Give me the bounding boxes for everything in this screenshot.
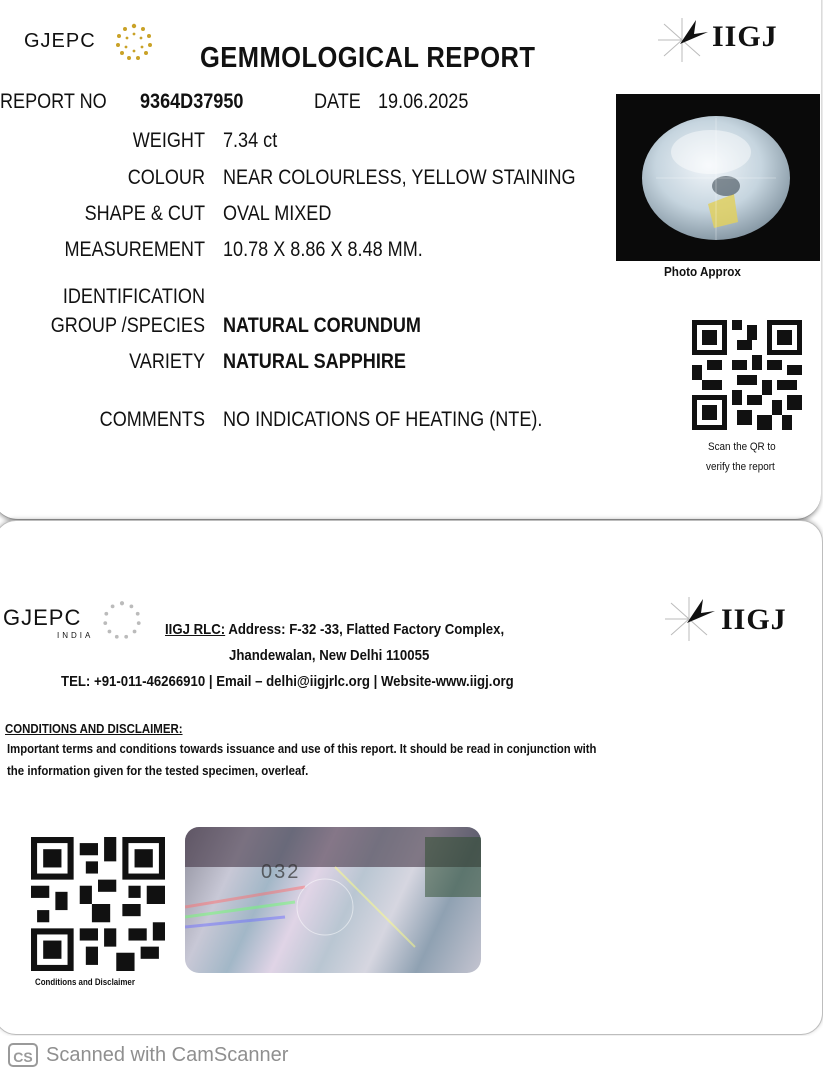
variety-label: VARIETY: [129, 350, 205, 373]
conditions-qr-caption: Conditions and Disclaimer: [35, 977, 135, 987]
comments-value: NO INDICATIONS OF HEATING (NTE).: [223, 408, 543, 431]
colour-label: COLOUR: [127, 166, 205, 189]
photo-caption: Photo Approx: [664, 264, 741, 279]
qr-caption-line1: Scan the QR to: [708, 441, 776, 453]
report-no-value: 9364D37950: [140, 90, 244, 113]
report-title: GEMMOLOGICAL REPORT: [200, 42, 536, 74]
qr-code-icon: [692, 320, 802, 430]
qr-caption-line2: verify the report: [706, 461, 775, 473]
gemstone-image: [616, 94, 820, 261]
gem-photo: [616, 94, 820, 261]
gjepc-logo: [24, 30, 96, 53]
iigj-logo-back-text: IIGJ: [721, 603, 787, 636]
gjepc-logo-back: [3, 605, 93, 640]
comments-label: COMMENTS: [99, 408, 205, 431]
conditions-qr-code[interactable]: [31, 837, 165, 971]
camscanner-text: Scanned with CamScanner: [46, 1044, 289, 1066]
address-label: IIGJ RLC:: [165, 621, 226, 638]
weight-value: 7.34 ct: [223, 129, 278, 152]
gjepc-logo-back-sub: INDIA: [57, 631, 94, 640]
camscanner-logo-icon: CS: [8, 1043, 38, 1067]
conditions-line2: the information given for the tested specimen, overleaf.: [7, 763, 309, 778]
report-no-label: REPORT NO: [0, 90, 107, 113]
measurement-value: 10.78 X 8.86 X 8.48 MM.: [223, 238, 423, 261]
report-back-card: [0, 520, 823, 1035]
date-label: DATE: [314, 90, 361, 113]
address-line1: [165, 621, 504, 638]
group-species-label: GROUP /SPECIES: [50, 314, 205, 337]
gjepc-logo-text: GJEPC: [24, 30, 96, 52]
measurement-label: MEASUREMENT: [64, 238, 205, 261]
iigj-emblem-icon: [652, 14, 712, 66]
gjepc-logo-back-text: GJEPC: [3, 605, 82, 630]
colour-value: NEAR COLOURLESS, YELLOW STAINING: [223, 166, 576, 189]
address-line2: Jhandewalan, New Delhi 110055: [229, 647, 430, 664]
identification-label: IDENTIFICATION: [62, 285, 205, 308]
contact-line: TEL: +91-011-46266910 | Email – delhi@iigjrlc.org | Website-www.iigj.org: [61, 673, 514, 690]
verify-qr-code[interactable]: [692, 320, 802, 430]
variety-value: NATURAL SAPPHIRE: [223, 350, 406, 373]
hologram-sticker: [185, 827, 481, 973]
weight-label: WEIGHT: [132, 129, 205, 152]
conditions-line1: Important terms and conditions towards issuance and use of this report. It should be read in conjunction with: [7, 741, 597, 756]
report-front-card: [0, 0, 821, 520]
hologram-pattern: [185, 827, 481, 973]
sunburst-icon: [112, 20, 156, 64]
iigj-logo-back: [659, 593, 809, 653]
conditions-heading: CONDITIONS AND DISCLAIMER:: [5, 721, 183, 736]
group-species-value: NATURAL CORUNDUM: [223, 314, 421, 337]
sunburst-back-icon: [99, 597, 145, 643]
address-text: Address: F-32 -33, Flatted Factory Complex,: [225, 621, 505, 638]
iigj-logo-text: IIGJ: [712, 20, 778, 53]
hologram-number: 032: [261, 861, 301, 883]
qr-code-back-icon: [31, 837, 165, 971]
iigj-emblem-back-icon: [659, 593, 719, 645]
iigj-logo: [652, 14, 792, 74]
date-value: 19.06.2025: [378, 90, 469, 113]
shape-cut-value: OVAL MIXED: [223, 202, 332, 225]
shape-cut-label: SHAPE & CUT: [84, 202, 205, 225]
